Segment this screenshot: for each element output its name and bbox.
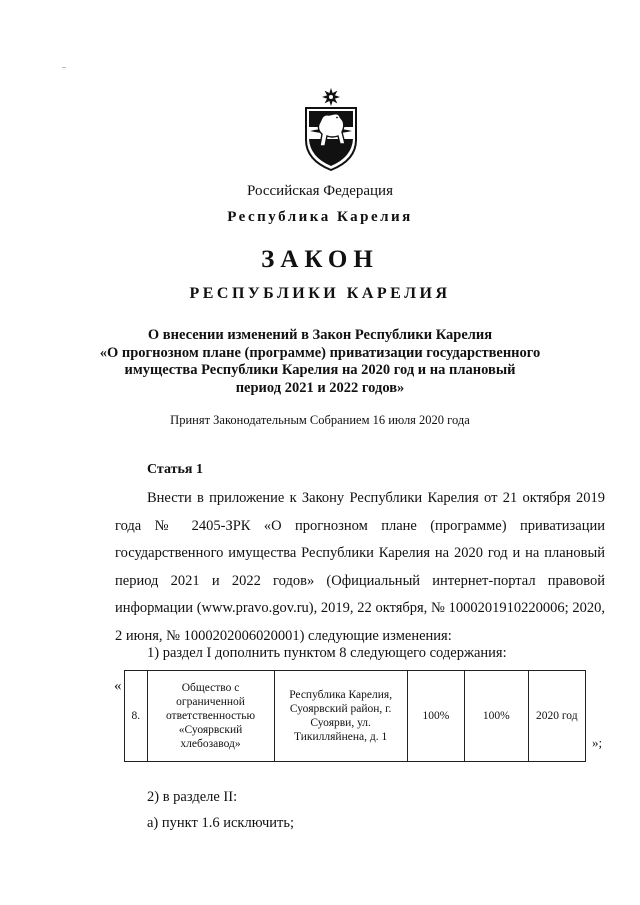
law-title: ЗАКОН — [261, 246, 379, 273]
karelia-coat-of-arms-icon — [299, 88, 363, 172]
article-heading: Статья 1 — [147, 462, 203, 477]
law-name-line: имущества Республики Карелия на 2020 год и на плановый — [124, 362, 516, 378]
amendment-table — [124, 670, 586, 762]
quote-close: »; — [592, 735, 603, 750]
country-name: Российская Федерация — [247, 183, 393, 199]
article-paragraph: Внести в приложение к Закону Республики Карелия от 21 октября 2019 года № 2405-ЗРК «О прогнозном плане (программе) приватизации государственного имущества Республики Карелия на 2020 год и на плановый период 2021 и 2022 годов» (Официальный интернет-портал правовой информации (www.pravo.gov.ru), 2019, 22 октября, № 1000201910220006; 2020, 2 июня, № 1000202006020001) следующие изменения: — [115, 490, 605, 644]
table-cell-address: Республика Карелия, Суоярвский район, г. Суоярви, ул. Тикилляйнена, д. 1 — [274, 671, 407, 762]
scan-mark — [62, 67, 66, 68]
amendment-point-a: а) пункт 1.6 исключить; — [147, 815, 295, 831]
law-name-line: «О прогнозном плане (программе) приватизации государственного — [99, 344, 541, 361]
table-cell-name: Общество с ограниченной ответственностью «Суоярвский хлебозавод» — [147, 671, 274, 762]
quote-open: « — [114, 678, 122, 694]
amendment-point-2: 2) в разделе II: — [147, 789, 238, 805]
table-row — [125, 671, 586, 762]
law-name-line: О внесении изменений в Закон Республики Карелия — [147, 327, 493, 343]
law-subtitle: РЕСПУБЛИКИ КАРЕЛИЯ — [189, 285, 451, 302]
republic-name: Республика Карелия — [227, 209, 413, 225]
table-cell-share-1: 100% — [407, 671, 464, 762]
law-name — [0, 327, 640, 397]
table-cell-year: 2020 год — [528, 671, 585, 762]
amendment-point-1: 1) раздел I дополнить пунктом 8 следующего содержания: — [147, 645, 507, 661]
table-cell-number: 8. — [125, 671, 148, 762]
law-name-line: период 2021 и 2022 годов» — [235, 379, 405, 396]
adoption-date: Принят Законодательным Собранием 16 июля 2020 года — [170, 413, 470, 427]
table-cell-share-2: 100% — [465, 671, 529, 762]
